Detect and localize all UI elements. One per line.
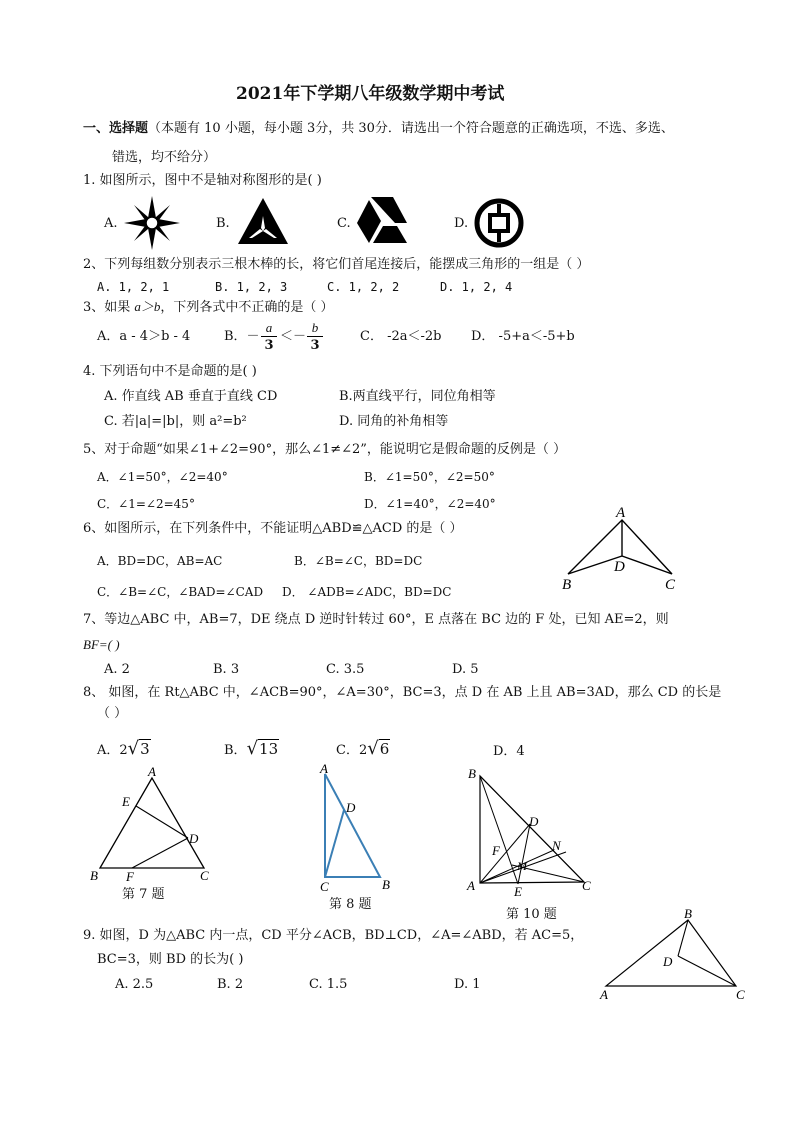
q9-triangle-figure bbox=[596, 906, 756, 1006]
fraction-bar bbox=[261, 336, 277, 337]
q9-stem-line1: 9. 如图，D 为△ABC 内一点，CD 平分∠ACB，BD⊥CD，∠A=∠ABD，若 AC=5， bbox=[83, 928, 584, 943]
label-A: A bbox=[320, 761, 328, 776]
label-C: C bbox=[736, 987, 745, 1002]
q3-option-c: C． -2a＜-2b bbox=[360, 329, 442, 344]
circle-square-symbol-icon bbox=[474, 198, 524, 248]
drive-logo-icon bbox=[357, 197, 407, 243]
q8-option-b bbox=[224, 738, 279, 759]
fig8-right-triangle bbox=[314, 760, 404, 895]
section-label: 一、选择题 bbox=[83, 121, 149, 136]
q5-option-c: C．∠1=∠2=45° bbox=[97, 497, 195, 511]
q4-stem: 4. 下列语句中不是命题的是( ) bbox=[83, 364, 257, 379]
q9-option-c: C. 1.5 bbox=[309, 977, 348, 992]
q9-stem-line2: BC=3，则 BD 的长为( ) bbox=[97, 952, 244, 967]
q5-option-a: A．∠1=50°，∠2=40° bbox=[97, 470, 228, 484]
q3-option-b-mid: ＜－ bbox=[280, 329, 307, 344]
q2-option-b: B. 1, 2, 3 bbox=[215, 280, 288, 294]
radical-sign: √ bbox=[127, 738, 140, 759]
q1-stem: 1. 如图所示，图中不是轴对称图形的是( ) bbox=[83, 173, 322, 188]
section-header bbox=[83, 121, 674, 137]
q4-option-a: A. 作直线 AB 垂直于直线 CD bbox=[104, 389, 278, 404]
label-B: B bbox=[468, 766, 476, 781]
q6-triangle-figure bbox=[558, 500, 688, 595]
q6-option-b: B．∠B=∠C，BD=DC bbox=[294, 554, 423, 568]
q1-option-a-label: A. bbox=[104, 216, 118, 231]
q6-option-c: C．∠B=∠C，∠BAD=∠CAD bbox=[97, 585, 264, 599]
q4-option-d: D. 同角的补角相等 bbox=[339, 414, 449, 429]
q6-stem: 6、如图所示，在下列条件中，不能证明△ABD≌△ACD 的是（ ） bbox=[83, 521, 463, 536]
label-C: C bbox=[200, 868, 209, 883]
label-D: D bbox=[189, 831, 199, 846]
radical-sign: √ bbox=[246, 738, 259, 759]
q2-option-c: C. 1, 2, 2 bbox=[327, 280, 400, 294]
label-C: C bbox=[665, 577, 676, 593]
q8-option-a bbox=[97, 738, 151, 759]
fraction-bar bbox=[307, 336, 323, 337]
label-A: A bbox=[600, 987, 608, 1002]
q3-stem-prefix: 3、如果 bbox=[83, 300, 135, 315]
compass-star-icon bbox=[124, 196, 180, 250]
label-B: B bbox=[684, 906, 692, 921]
q1-option-d-label: D. bbox=[454, 216, 469, 231]
q6-option-a: A．BD=DC，AB=AC bbox=[97, 554, 223, 568]
q8-option-a-radicand: 3 bbox=[140, 740, 150, 758]
triangle-tri-blade-icon bbox=[238, 198, 288, 244]
label-F: F bbox=[492, 843, 500, 858]
q5-option-b: B．∠1=50°，∠2=50° bbox=[364, 470, 495, 484]
section-desc-line2: 错选，均不给分） bbox=[112, 150, 217, 165]
q3-option-b-den1: 3 bbox=[264, 338, 274, 353]
q1-option-b-label: B. bbox=[216, 216, 230, 231]
q8-option-a-prefix: A．2 bbox=[97, 743, 128, 758]
label-E: E bbox=[514, 884, 522, 899]
q5-stem: 5、对于命题“如果∠1+∠2=90°，那么∠1≠∠2”，能说明它是假命题的反例是（ ） bbox=[83, 442, 567, 457]
q8-option-b-radicand: 13 bbox=[259, 740, 279, 758]
label-C: C bbox=[320, 879, 329, 894]
label-D: D bbox=[663, 954, 673, 969]
q7-option-b: B. 3 bbox=[213, 662, 240, 677]
q7-option-a: A. 2 bbox=[104, 662, 130, 677]
q3-stem-condition: a＞b bbox=[134, 299, 161, 314]
q7-stem-line1: 7、等边△ABC 中，AB=7，DE 绕点 D 逆时针转过 60°，E 点落在 BC 边的 F 处，已知 AE=2，则 bbox=[83, 612, 669, 627]
fig7-caption: 第 7 题 bbox=[122, 887, 165, 902]
q4-option-b: B.两直线平行，同位角相等 bbox=[339, 389, 496, 404]
q3-option-a: A．a - 4＞b - 4 bbox=[97, 329, 191, 344]
q8-option-c bbox=[336, 738, 390, 759]
q7-option-d: D. 5 bbox=[452, 662, 479, 677]
radical-sign: √ bbox=[367, 738, 379, 759]
label-F: F bbox=[126, 869, 134, 884]
q8-stem-line1: 8、 如图，在 Rt△ABC 中，∠ACB=90°，∠A=30°，BC=3，点 D 在 AB 上且 AB=3AD，那么 CD 的长是 bbox=[83, 685, 722, 700]
q7-stem-line2: BF=( ) bbox=[83, 637, 120, 652]
label-M: M bbox=[517, 859, 527, 873]
label-D: D bbox=[529, 814, 539, 829]
label-C: C bbox=[582, 878, 591, 893]
q3-stem-suffix: ，下列各式中不正确的是（ ） bbox=[160, 300, 334, 315]
q8-option-c-radicand: 6 bbox=[379, 740, 390, 758]
q3-option-d: D． -5+a＜-5+b bbox=[471, 329, 575, 344]
label-A: A bbox=[616, 505, 626, 521]
fig10-caption: 第 10 题 bbox=[506, 907, 557, 922]
label-B: B bbox=[90, 868, 98, 883]
q2-stem: 2、下列每组数分别表示三根木棒的长，将它们首尾连接后，能摆成三角形的一组是（ ） bbox=[83, 257, 590, 272]
q9-option-a: A. 2.5 bbox=[115, 977, 154, 992]
fig10-geometry-figure bbox=[462, 764, 602, 904]
q2-option-d: D. 1, 2, 4 bbox=[440, 280, 513, 294]
label-D: D bbox=[614, 559, 625, 575]
q4-option-c: C. 若|a|=|b|，则 a²=b² bbox=[104, 414, 247, 429]
q3-stem bbox=[83, 299, 334, 316]
q9-option-d: D. 1 bbox=[454, 977, 481, 992]
label-B: B bbox=[562, 577, 572, 593]
label-A: A bbox=[467, 878, 475, 893]
page-title: 2021年下学期八年级数学期中考试 bbox=[236, 84, 505, 104]
label-N: N bbox=[552, 838, 561, 853]
label-E: E bbox=[122, 794, 130, 809]
label-A: A bbox=[148, 764, 156, 779]
label-B: B bbox=[382, 877, 390, 892]
q3-option-b-num1: a bbox=[265, 320, 273, 335]
q3-option-b-label: B．－ bbox=[224, 329, 260, 344]
q2-option-a: A. 1, 2, 1 bbox=[97, 280, 170, 294]
fig7-triangle bbox=[86, 764, 216, 904]
q9-option-b: B. 2 bbox=[217, 977, 244, 992]
label-D: D bbox=[346, 800, 356, 815]
fig8-caption: 第 8 题 bbox=[329, 897, 372, 912]
q6-option-d: D． ∠ADB=∠ADC，BD=DC bbox=[282, 585, 452, 599]
q7-option-c: C. 3.5 bbox=[326, 662, 365, 677]
section-desc-line1: （本题有 10 小题，每小题 3分，共 30分．请选出一个符合题意的正确选项，不选、多选、 bbox=[148, 121, 674, 136]
q8-option-d: D．4 bbox=[493, 744, 525, 759]
q8-option-c-prefix: C．2 bbox=[336, 743, 368, 758]
q3-option-b-num2: b bbox=[311, 320, 319, 335]
q1-option-c-label: C. bbox=[337, 216, 351, 231]
q8-stem-line2: （ ） bbox=[97, 706, 128, 721]
q8-option-b-prefix: B． bbox=[224, 743, 247, 758]
q3-option-b-den2: 3 bbox=[310, 338, 320, 353]
q5-option-d: D．∠1=40°，∠2=40° bbox=[364, 497, 496, 511]
